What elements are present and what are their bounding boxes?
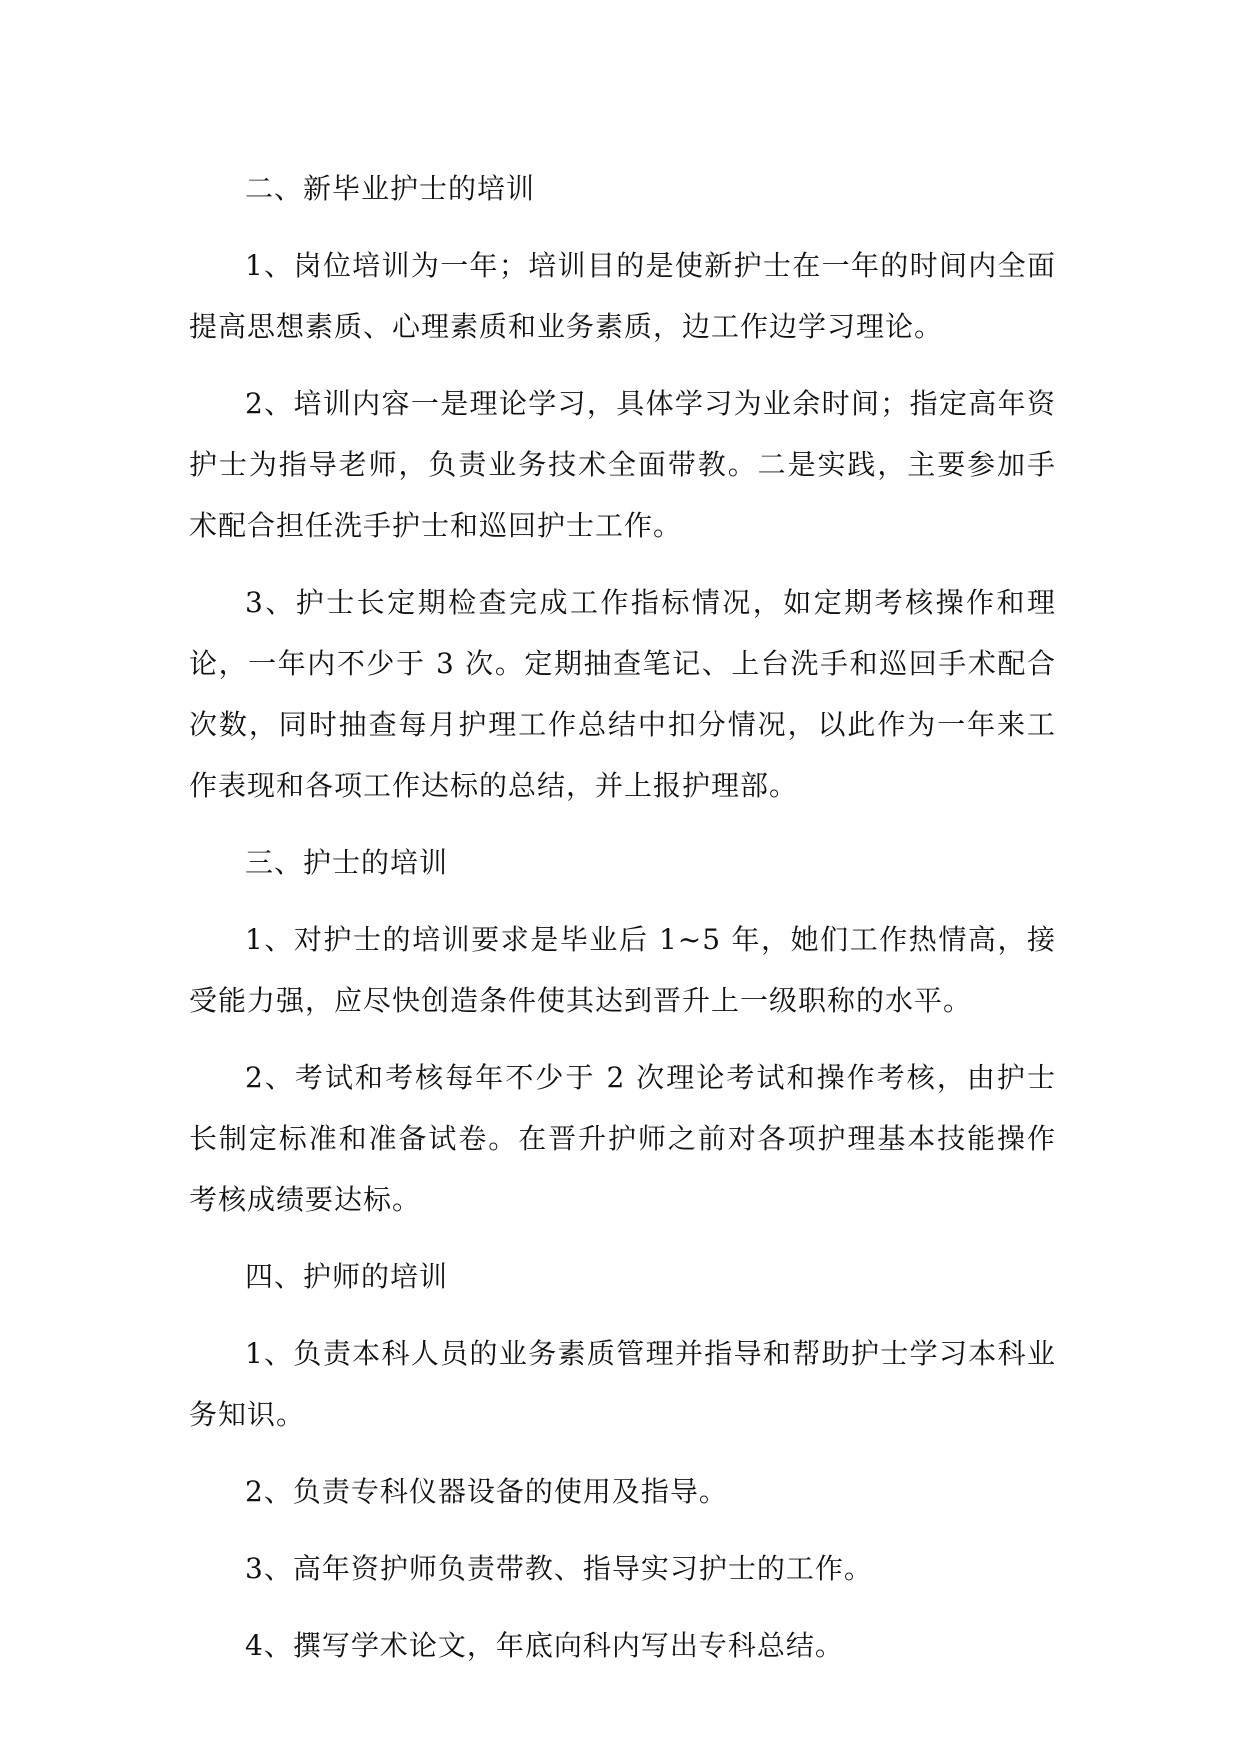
paragraph: 4、撰写学术论文，年底向科内写出专科总结。 (245, 1629, 844, 1662)
section-heading-new-graduate-training: 二、新毕业护士的培训 (245, 172, 536, 205)
paragraph: 1、负责本科人员的业务素质管理并指导和帮助护士学习本科业务知识。 (189, 1337, 1056, 1431)
paragraph: 2、考试和考核每年不少于 2 次理论考试和操作考核，由护士长制定标准和准备试卷。在晋升护师之前对各项护理基本技能操作考核成绩要达标。 (189, 1061, 1056, 1216)
document-page (189, 158, 1056, 1692)
paragraph: 1、岗位培训为一年；培训目的是使新护士在一年的时间内全面提高思想素质、心理素质和业务素质，边工作边学习理论。 (189, 249, 1056, 343)
paragraph: 3、高年资护师负责带教、指导实习护士的工作。 (245, 1552, 873, 1585)
paragraph: 1、对护士的培训要求是毕业后 1~5 年，她们工作热情高，接受能力强，应尽快创造条件使其达到晋升上一级职称的水平。 (189, 923, 1056, 1017)
paragraph: 2、培训内容一是理论学习，具体学习为业余时间；指定高年资护士为指导老师，负责业务技术全面带教。二是实践，主要参加手术配合担任洗手护士和巡回护士工作。 (189, 387, 1056, 542)
section-heading-senior-nurse-training: 四、护师的培训 (245, 1260, 449, 1293)
paragraph: 3、护士长定期检查完成工作指标情况，如定期考核操作和理论，一年内不少于 3 次。定期抽查笔记、上台洗手和巡回手术配合次数，同时抽查每月护理工作总结中扣分情况，以此作为一年来工作表现和各项工作达标的总结，并上报护理部。 (189, 586, 1056, 802)
paragraph: 2、负责专科仪器设备的使用及指导。 (245, 1475, 728, 1508)
section-heading-nurse-training: 三、护士的培训 (245, 846, 449, 879)
